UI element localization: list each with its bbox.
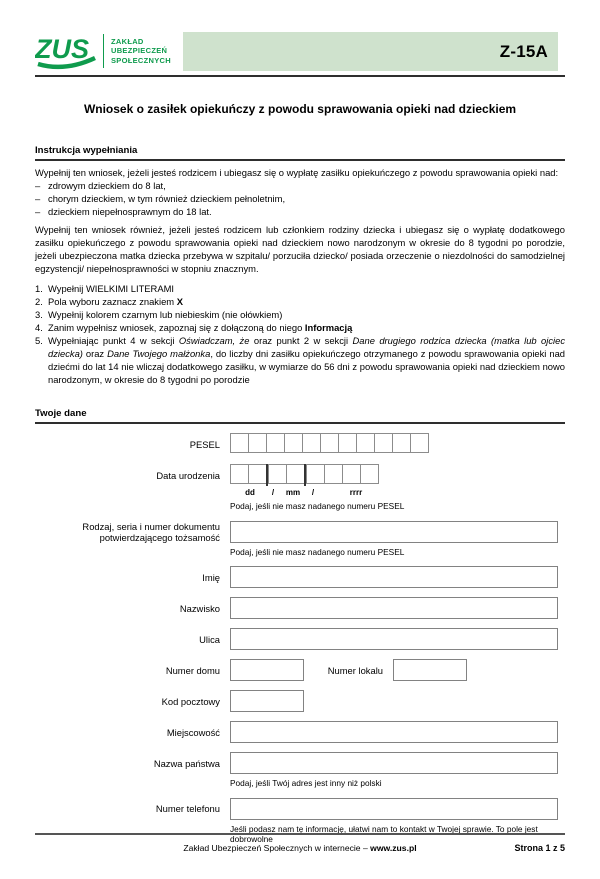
pesel-cell[interactable] <box>338 433 357 453</box>
numbered-item <box>35 282 565 295</box>
date-group-separator <box>266 464 268 486</box>
numbered-item-number: 2. <box>35 296 43 307</box>
bullet-item <box>35 179 565 192</box>
instructions-paragraph-1: Wypełnij ten wniosek, jeżeli jesteś rodzicem i ubiegasz się o wypłatę zasiłku opiekuńczego z powodu sprawowania opieki nad: <box>35 167 559 178</box>
country-field <box>230 752 558 789</box>
bullet-text: zdrowym dzieckiem do 8 lat, <box>48 180 166 191</box>
org-name-line1: ZAKŁAD <box>111 36 144 46</box>
bullet-dash: – <box>35 206 41 217</box>
page-indicator: Strona 1 z 5 <box>514 843 565 853</box>
last-name-row <box>35 597 565 619</box>
bullet-text: dzieckiem niepełnosprawnym do 18 lat. <box>48 206 212 217</box>
phone-label: Numer telefonu <box>155 803 220 814</box>
header <box>35 30 565 72</box>
numbered-item <box>35 295 565 308</box>
numbered-item-text: Wypełniając punkt 4 w sekcji Oświadczam, że oraz punkt 2 w sekcji Dane drugiego rodzica dziecka (matka lub ojciec dziecka) oraz Dane Twojego małżonka, do liczby dni zasiłku opiekuńczego otrzymanego z powodu sprawowania opieki nad dziećmi do lat 14 nie wliczaj dodatkowego zasiłku, w wymiarze do 56 dni z powodu sprawowania opieki nad dzieckiem nowo narodzonym, w okresie do 8 tygodni po porodzie <box>48 335 566 385</box>
postal-code-label: Kod pocztowy <box>161 695 220 707</box>
birth-date-cell[interactable] <box>360 464 379 484</box>
pesel-cell[interactable] <box>320 433 339 453</box>
section-heading-your-data: Twoje dane <box>35 408 565 424</box>
footer <box>35 833 565 853</box>
street-label: Ulica <box>199 633 220 645</box>
pesel-label: PESEL <box>189 438 220 450</box>
birth-date-helper: Podaj, jeśli nie masz nadanego numeru PESEL <box>230 501 405 511</box>
birth-date-label: Data urodzenia <box>156 469 220 481</box>
numbered-item-number: 1. <box>35 283 43 294</box>
form-code: Z-15A <box>499 41 548 61</box>
birth-date-cell[interactable] <box>268 464 287 484</box>
first-name-input[interactable] <box>230 566 558 588</box>
form-code-band <box>183 32 558 71</box>
bullet-dash: – <box>35 193 41 204</box>
birth-date-cell[interactable] <box>248 464 267 484</box>
apartment-number-input[interactable] <box>393 659 467 681</box>
bullet-dash: – <box>35 180 41 191</box>
date-format-slash1: / <box>271 488 275 497</box>
birth-date-input[interactable] <box>230 464 558 486</box>
house-number-input[interactable] <box>230 659 304 681</box>
date-format-slash2: / <box>311 488 315 497</box>
numbered-item-text: Zanim wypełnisz wniosek, zapoznaj się z dołączoną do niego Informacją <box>48 322 353 333</box>
pesel-cell[interactable] <box>302 433 321 453</box>
phone-input[interactable] <box>230 798 558 820</box>
numbered-item-text: Wypełnij kolorem czarnym lub niebieskim (nie ołówkiem) <box>48 309 283 320</box>
pesel-input[interactable] <box>230 433 558 453</box>
pesel-field <box>230 433 558 453</box>
phone-helper: Jeśli podasz nam tę informację, ułatwi nam to kontakt w Twojej sprawie. To pole jest dobrowolne <box>230 823 538 844</box>
pesel-cell[interactable] <box>356 433 375 453</box>
birth-date-cell[interactable] <box>306 464 325 484</box>
date-format-dd: dd <box>245 488 255 497</box>
postal-code-row <box>35 690 565 712</box>
numbered-item <box>35 321 565 334</box>
svg-text:ZUS: ZUS <box>35 34 89 64</box>
last-name-input[interactable] <box>230 597 558 619</box>
street-row <box>35 628 565 650</box>
birth-date-row <box>35 464 565 512</box>
numbered-item-number: 5. <box>35 335 43 346</box>
postal-code-input[interactable] <box>230 690 304 712</box>
bullet-item <box>35 205 565 218</box>
instructions-numbered-list <box>35 282 565 386</box>
street-input[interactable] <box>230 628 558 650</box>
birth-date-cell[interactable] <box>324 464 343 484</box>
id-document-label-line2: potwierdzającego tożsamość <box>99 531 220 543</box>
org-name-line3: SPOŁECZNYCH <box>111 55 171 65</box>
page-title: Wniosek o zasiłek opiekuńczy z powodu sprawowania opieki nad dzieckiem <box>83 102 517 116</box>
house-number-label: Numer domu <box>165 664 220 676</box>
first-name-label: Imię <box>202 571 220 583</box>
house-apartment-row <box>35 659 565 681</box>
header-rule <box>35 75 565 77</box>
instructions-bullet-list <box>35 179 565 218</box>
country-input[interactable] <box>230 752 558 774</box>
instructions-paragraph-2: Wypełnij ten wniosek również, jeżeli jesteś rodzicem lub członkiem rodziny dziecka i ubiegasz się o wypłatę dodatkowego zasiłku opiekuńczego z powodu sprawowania opieki nad dzieckiem nowo narodzonym w okresie do 8 tygodni po porodzie, jeżeli ubezpieczona matka dziecka przebywa w szpitalu/ porzuciła dziecko/ posiada orzeczenie o niezdolności do samodzielnej egzystencji/ niepełnosprawności w stopniu znacznym. <box>35 224 565 274</box>
footer-zus-url: www.zus.pl <box>370 843 417 853</box>
country-helper: Podaj, jeśli Twój adres jest inny niż polski <box>230 778 382 788</box>
date-format-rrrr: rrrr <box>349 488 363 497</box>
pesel-cell[interactable] <box>248 433 267 453</box>
pesel-cell[interactable] <box>392 433 411 453</box>
house-apartment-field <box>230 659 558 681</box>
last-name-field <box>230 597 558 619</box>
id-document-label-line1: Rodzaj, seria i numer dokumentu <box>82 520 220 532</box>
pesel-cell[interactable] <box>230 433 249 453</box>
footer-info <box>35 843 565 853</box>
first-name-field <box>230 566 558 588</box>
pesel-cell[interactable] <box>374 433 393 453</box>
last-name-label: Nazwisko <box>179 602 220 614</box>
pesel-cell[interactable] <box>266 433 285 453</box>
logo-divider <box>103 34 104 68</box>
city-label: Miejscowość <box>166 726 220 738</box>
numbered-item <box>35 334 565 386</box>
first-name-row <box>35 566 565 588</box>
numbered-item-number: 4. <box>35 322 43 333</box>
country-label: Nazwa państwa <box>153 757 220 769</box>
postal-code-field <box>230 690 558 712</box>
city-field <box>230 721 558 743</box>
pesel-row <box>35 433 565 455</box>
street-field <box>230 628 558 650</box>
zus-logo <box>35 30 183 72</box>
id-document-field <box>230 521 558 558</box>
country-row <box>35 752 565 789</box>
date-format-hint <box>230 488 558 497</box>
numbered-item-text: Pola wyboru zaznacz znakiem X <box>48 296 183 307</box>
date-group-separator <box>304 464 306 486</box>
birth-date-field <box>230 464 558 512</box>
city-row <box>35 721 565 743</box>
bullet-item <box>35 192 565 205</box>
birth-date-cell[interactable] <box>342 464 361 484</box>
org-name <box>111 37 171 66</box>
form-page <box>0 30 600 879</box>
bullet-text: chorym dzieckiem, w tym również dzieckiem pełnoletnim, <box>48 193 286 204</box>
id-document-label <box>35 521 230 543</box>
numbered-item-text: Wypełnij WIELKIMI LITERAMI <box>48 283 174 294</box>
city-input[interactable] <box>230 721 558 743</box>
id-document-helper: Podaj, jeśli nie masz nadanego numeru PESEL <box>230 546 405 557</box>
pesel-cell[interactable] <box>284 433 303 453</box>
id-document-row <box>35 521 565 558</box>
birth-date-cell[interactable] <box>286 464 305 484</box>
section-heading-instructions: Instrukcja wypełniania <box>35 145 565 161</box>
birth-date-cell[interactable] <box>230 464 249 484</box>
pesel-cell[interactable] <box>410 433 429 453</box>
numbered-item <box>35 308 565 321</box>
zus-logo-icon <box>35 31 99 71</box>
org-name-line2: UBEZPIECZEŃ <box>111 46 168 56</box>
footer-info-text: Zakład Ubezpieczeń Społecznych w internecie – <box>183 843 371 853</box>
date-format-mm: mm <box>285 488 301 497</box>
id-document-input[interactable] <box>230 521 558 543</box>
apartment-number-label: Numer lokalu <box>327 664 383 676</box>
numbered-item-number: 3. <box>35 309 43 320</box>
